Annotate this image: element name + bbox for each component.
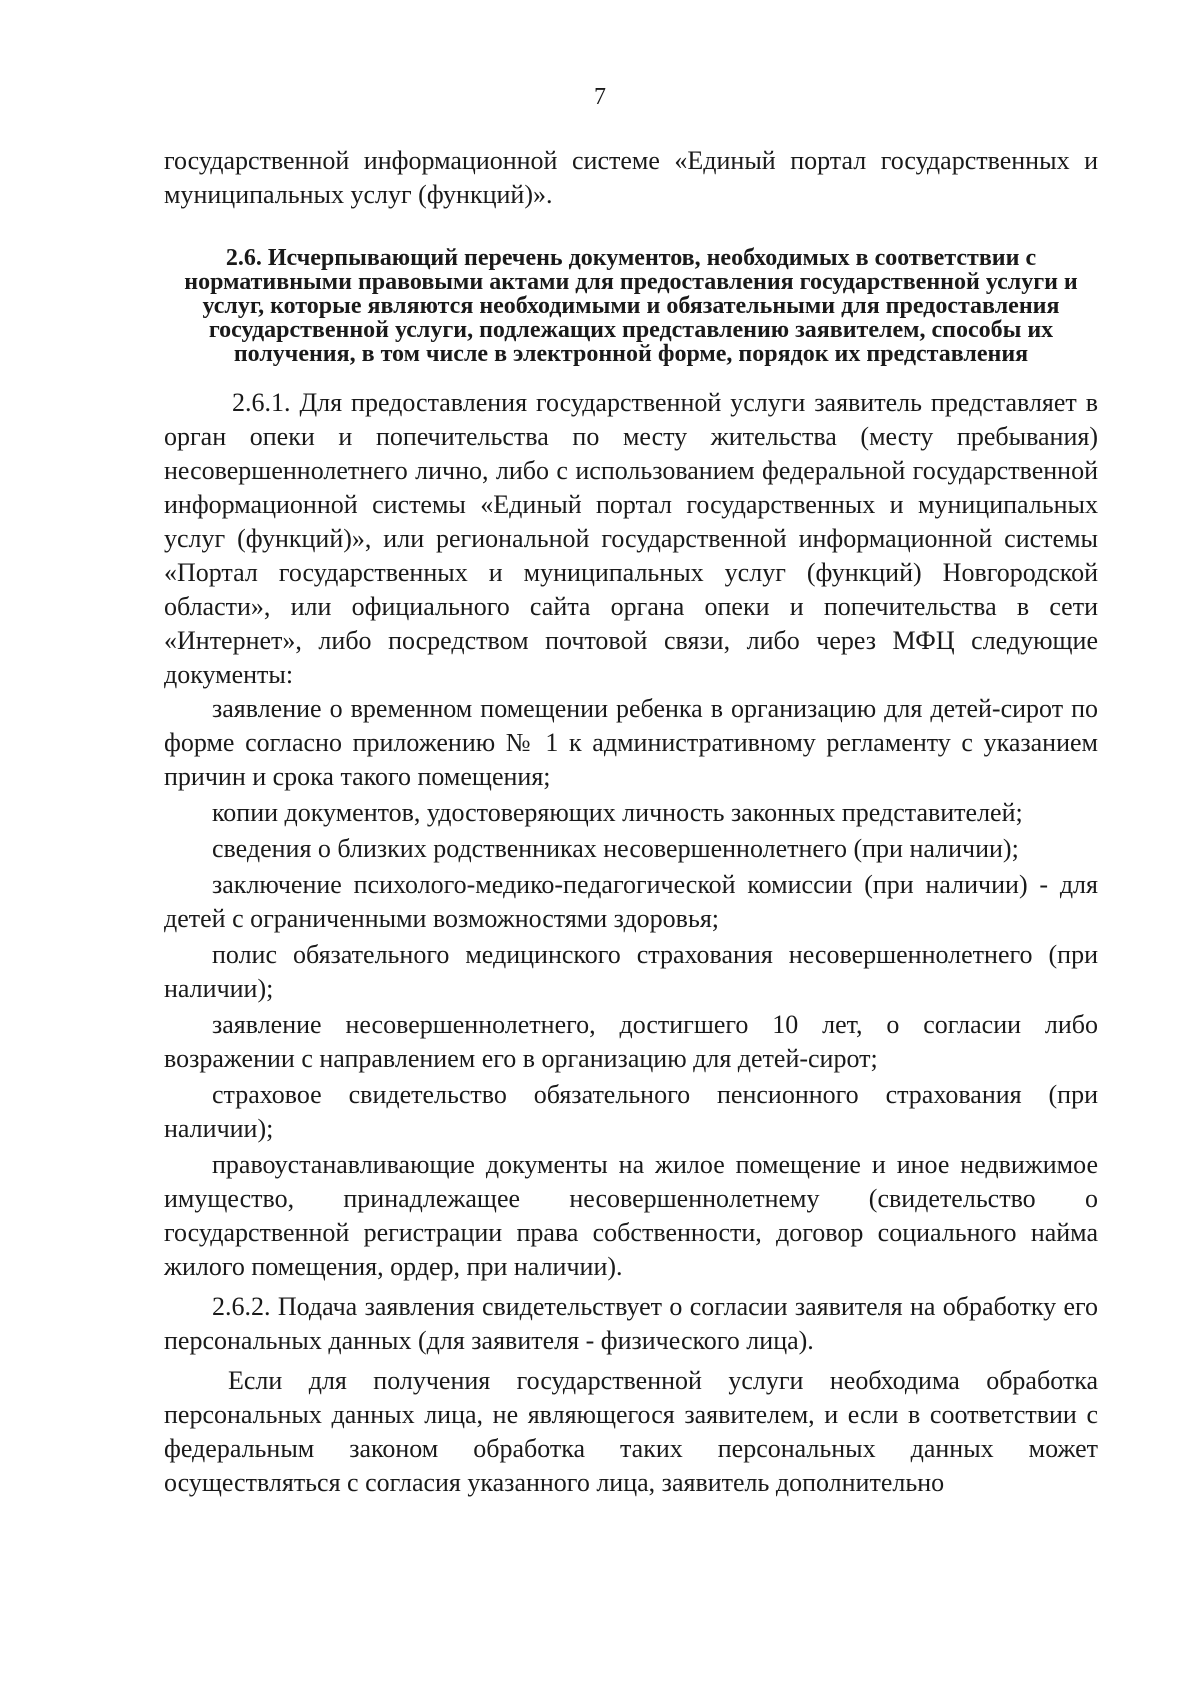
paragraph-2-6-1: 2.6.1. Для предоставления государственной услуги заявитель представляет в орган опеки и попечительства по месту жительства (месту пребывания) несовершеннолетнего лично, либо с использованием федеральной государственной информационной системы «Единый портал государственных и муниципальных услуг (функций)», или региональной государственной информационной системы «Портал государственных и муниципальных услуг (функций) Новгородской области», или официального сайта органа опеки и попечительства в сети «Интернет», либо посредством почтовой связи, либо через МФЦ следующие документы: [164, 388, 1098, 689]
paragraph-2-6-2: 2.6.2. Подача заявления свидетельствует о согласии заявителя на обработку его персональных данных (для заявителя - физического лица). [164, 1292, 1098, 1355]
list-item: полис обязательного медицинского страхования несовершеннолетнего (при наличии); [164, 940, 1098, 1003]
paragraph-consent: Если для получения государственной услуги необходима обработка персональных данных лица, не являющегося заявителем, и если в соответствии с федеральным законом обработка таких персональных данных может осуществляться с согласия указанного лица, заявитель дополнительно [164, 1366, 1098, 1497]
list-item: страховое свидетельство обязательного пенсионного страхования (при наличии); [164, 1080, 1098, 1143]
section-heading: 2.6. Исчерпывающий перечень документов, необходимых в соответствии с нормативными правовыми актами для предоставления государственной услуги и услуг, которые являются необходимыми и обязательными для предоставления государственной услуги, подлежащих представлению заявителем, способы их получения, в том числе в электронной форме, порядок их представления [184, 245, 1078, 367]
list-item: сведения о близких родственниках несовершеннолетнего (при наличии); [212, 834, 1019, 863]
list-item: копии документов, удостоверяющих личность законных представителей; [212, 798, 1023, 827]
intro-paragraph: государственной информационной системе «Единый портал государственных и муниципальных услуг (функций)». [164, 146, 1098, 209]
list-item: заключение психолого-медико-педагогической комиссии (при наличии) - для детей с ограниченными возможностями здоровья; [164, 870, 1098, 933]
document-list [164, 692, 1098, 1284]
list-item: заявление несовершеннолетнего, достигшего 10 лет, о согласии либо возражении с направлением его в организацию для детей-сирот; [164, 1010, 1098, 1073]
page-number: 7 [594, 84, 606, 110]
document-body [164, 144, 1098, 1500]
list-item: заявление о временном помещении ребенка в организацию для детей-сирот по форме согласно приложению № 1 к административному регламенту с указанием причин и срока такого помещения; [164, 694, 1098, 791]
list-item: правоустанавливающие документы на жилое помещение и иное недвижимое имущество, принадлежащее несовершеннолетнему (свидетельство о государственной регистрации права собственности, договор социального найма жилого помещения, ордер, при наличии). [164, 1150, 1098, 1281]
